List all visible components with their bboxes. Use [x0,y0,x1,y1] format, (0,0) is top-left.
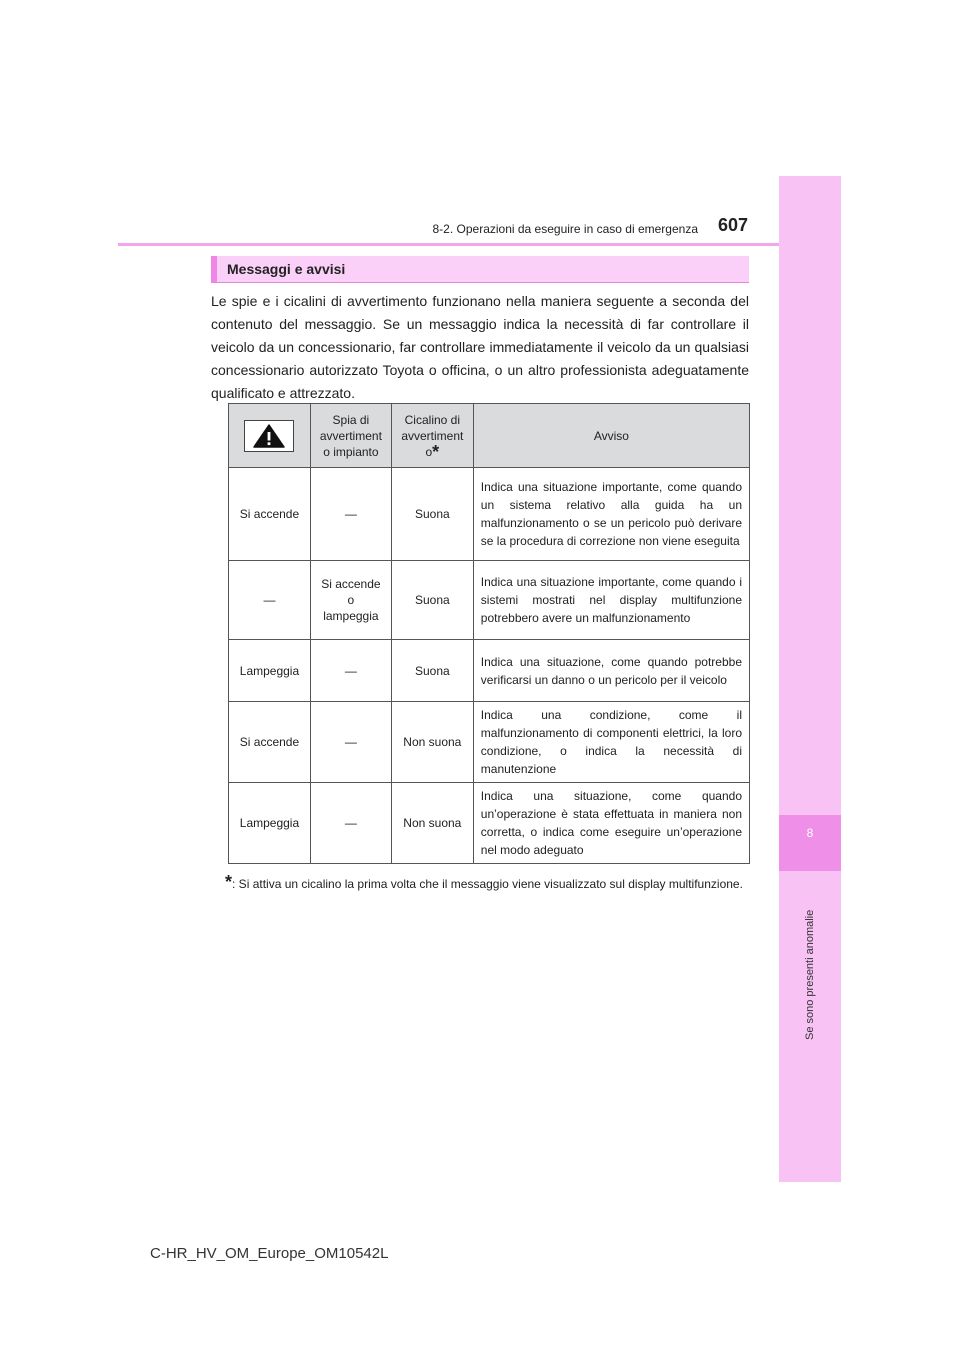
table-cell: Non suona [391,783,473,864]
side-tab-chapter-label: Se sono presenti anomalie [804,909,816,1040]
table-cell: Lampeggia [229,640,311,702]
cell-text: lampeggia [323,609,379,623]
table-cell-description: Indica una condizione, come il malfunzionamento di componenti elettrici, la loro condizione, o indica la necessità di manutenzione [473,702,749,783]
table-cell: Suona [391,561,473,640]
table-cell: — [310,702,391,783]
section-heading-bar [211,256,217,282]
cell-text: Si accende [321,577,381,591]
table-row [229,640,750,702]
intro-paragraph: Le spie e i cicalini di avvertimento funzionano nella maniera seguente a seconda del contenuto del messaggio. Se un messaggio indica la necessità di far controllare il veicolo da un concessionario, far controllare immediatamente il veicolo da un qualsiasi concessionario autorizzato Toyota o officina, o un altro professionista adeguatamente qualificato e attrezzato. [211,293,749,401]
table-cell-description: Indica una situazione importante, come quando i sistemi mostrati nel display multifunzione potrebbero avere un malfunzionamento [473,561,749,640]
side-tab-active-chapter [779,815,841,871]
table-header-row [229,404,750,468]
table-row [229,468,750,561]
table-header-indicator [310,404,391,468]
header-text: avvertiment [401,428,464,443]
table-cell-description: Indica una situazione importante, come quando un sistema relativo alla guida ha un malfunzionamento o se un pericolo può derivare se la procedura di correzione non viene eseguita [473,468,749,561]
table-header-icon-cell [229,404,311,468]
table-cell [310,561,391,640]
footnote-star: * [225,872,233,892]
footnote-star: * [432,441,440,462]
table-cell-description: Indica una situazione, come quando un’operazione è stata effettuata in maniera non corretta, o indica come eseguire un’operazione nel modo adeguato [473,783,749,864]
table-header-warning: Avviso [473,404,749,468]
header-text: o impianto [323,444,379,459]
warning-triangle-icon [244,420,294,452]
header-text: Spia di [332,412,370,427]
table-cell-description: Indica una situazione, come quando potrebbe verificarsi un danno o un pericolo per il veicolo [473,640,749,702]
table-cell: Non suona [391,702,473,783]
table-cell: — [310,783,391,864]
table-row [229,783,750,864]
footnote [225,873,761,893]
table-cell: — [310,468,391,561]
page-number: 607 [718,215,749,235]
footnote-text: : Si attiva un cicalino la prima volta che il messaggio viene visualizzato sul display multifunzione. [232,877,743,891]
table-cell: Suona [391,640,473,702]
table-cell: Lampeggia [229,783,311,864]
chapter-title: 8-2. Operazioni da eseguire in caso di emergenza [432,222,698,236]
table-cell: — [310,640,391,702]
side-tab-chapter-number: 8 [806,826,814,840]
header-text: Cicalino di [404,412,460,427]
table-cell: Si accende [229,702,311,783]
section-heading [211,256,749,283]
warning-table [228,403,750,864]
table-cell: Si accende [229,468,311,561]
header-text: o [425,444,433,459]
table-row [229,702,750,783]
table-header-buzzer [391,404,473,468]
document-id: C-HR_HV_OM_Europe_OM10542L [150,1245,389,1262]
table-cell: Suona [391,468,473,561]
section-heading-text: Messaggi e avvisi [227,261,346,277]
header-text: avvertiment [319,428,382,443]
header-rule [118,243,779,246]
cell-text: o [347,593,355,607]
table-row [229,561,750,640]
table-cell: — [229,561,311,640]
